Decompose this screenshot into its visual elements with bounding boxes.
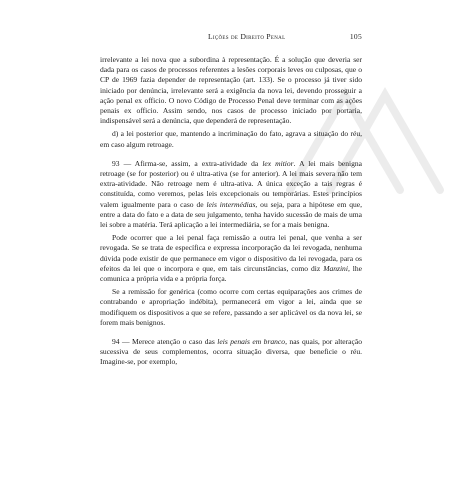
paragraph (100, 337, 362, 368)
text-run: , nas quais, por alteração sucessiva de seus complementos, ocorra situação diversa, que beneficie o réu. Imagine-se, por exemplo, (100, 337, 362, 367)
paragraph: d) a lei posterior que, mantendo a incriminação do fato, agrava a situação do réu, em caso algum retroage. (100, 129, 362, 149)
paragraph: irrelevante a lei nova que a subordina à representação. É a solução que deveria ser dada para os casos de processos referentes a lesões corporais leves ou culposas, que o CP de 1969 fazia depender de representação (art. 133). Se o processo já tiver sido iniciado por denúncia, irrelevante será a exigência da nova lei, devendo prosseguir a ação penal ex officio. O novo Código de Processo Penal deve terminar com as ações penais ex officio. Assim sendo, nos casos de processo iniciado por portaria, indispensável será a denúncia, que dependerá de representação. (100, 55, 362, 126)
text-run: 93 — Afirma-se, assim, a extra-atividade da (112, 158, 263, 168)
text-run: , lhe comunica a própria vida e a própria força. (100, 263, 362, 284)
page-header (100, 32, 362, 44)
text-run: 94 — Merece atenção o caso das (112, 337, 218, 347)
text-run: Pode ocorrer que a lei penal faça remissão a outra lei penal, que venha a ser revogada. Se se trata de específica e expressa incorporação da lei revogada, nenhuma dúvida pode existir de que permanece em vigor o dispositivo da lei revogada, para os efeitos da lei que o incorpora e que, em tais circunstâncias, como diz (100, 233, 362, 273)
italic-term: leis intermédias (206, 199, 256, 209)
paragraph: Se a remissão for genérica (como ocorre com certas equiparações aos crimes de contrabando e apropriação indébita), permanecerá em vigor a lei, ainda que se modifiquem os dispositivos a que se refere, passando a ser aplicável os da nova lei, se forem mais benignos. (100, 287, 362, 327)
paragraph (100, 159, 362, 230)
running-title: Lições de Direito Penal (208, 32, 286, 41)
italic-term: leis penais em branco (217, 337, 286, 347)
italic-term: lex mitior (262, 158, 294, 168)
text-run: . A lei mais benigna retroage (se for posterior) ou é ultra-ativa (se for anterior). A lei mais severa não tem extra-atividade. Não retroage nem é ultra-ativa. A única exceção a tais regras é constituída, como veremos, pelas leis excepcionais ou temporárias. Estes princípios valem igualmente para o caso de (100, 158, 362, 209)
text-run: , ou seja, para a hipótese em que, entre a data do fato e a data de seu julgamento, tenha havido sucessão de mais de uma lei sobre a matéria. Terá aplicação a lei intermediária, se for a mais benigna. (100, 199, 362, 230)
page-number: 105 (349, 32, 362, 41)
paragraph (100, 233, 362, 284)
body-text (100, 55, 362, 368)
italic-term: Manzini (323, 263, 348, 273)
